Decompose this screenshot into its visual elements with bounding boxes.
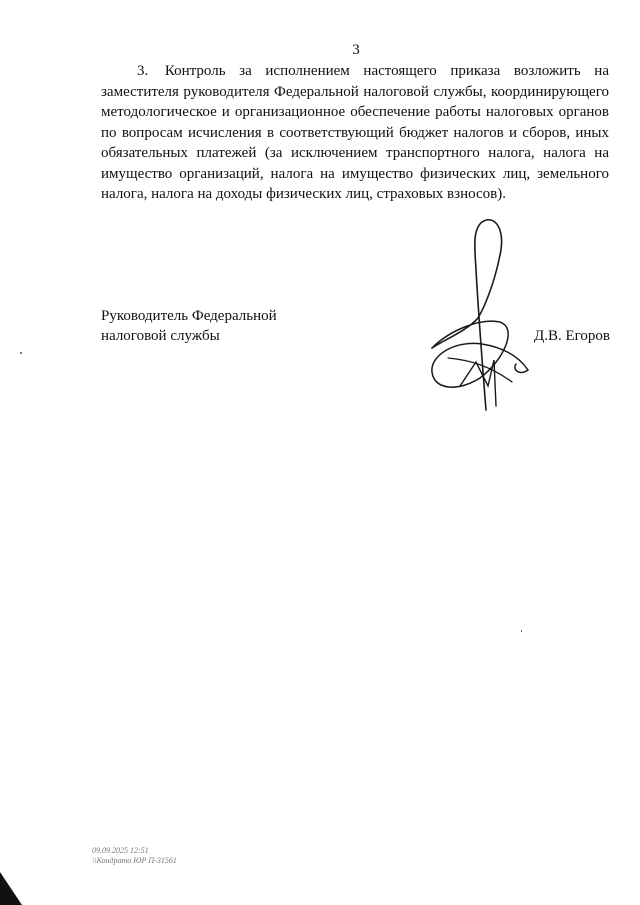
signer-position-line1: Руководитель Федеральной	[101, 308, 277, 324]
stamp-reference: \\Кондрато ЮР П-31561	[92, 856, 177, 865]
scan-speck	[521, 630, 522, 632]
signer-position-line2: налоговой службы	[101, 328, 220, 344]
paragraph-text: Контроль за исполнением настоящего приказа возложить на заместителя руководителя Федеральной налоговой службы, координирующего методологическое и организационное обеспечение работы налоговых органов по вопросам исчисления в соответствующий бюджет налогов и сборов, иных обязательных платежей (за исключением транспортного налога, налога на имущество организаций, налога на имущество физических лиц, земельного налога, налога на доходы физических лиц, страховых взносов).	[101, 63, 609, 202]
signer-name: Д.В. Егоров	[534, 328, 611, 344]
scan-speck	[20, 352, 22, 354]
stamp-datetime: 09.09.2025 12:51	[92, 846, 149, 855]
order-paragraph-3	[101, 61, 609, 205]
page-number: 3	[352, 42, 360, 58]
scan-corner-mark	[0, 872, 22, 905]
signer-position	[101, 306, 277, 346]
paragraph-number: 3.	[137, 63, 149, 79]
handwritten-signature	[420, 210, 550, 415]
document-registration-stamp	[92, 846, 177, 866]
